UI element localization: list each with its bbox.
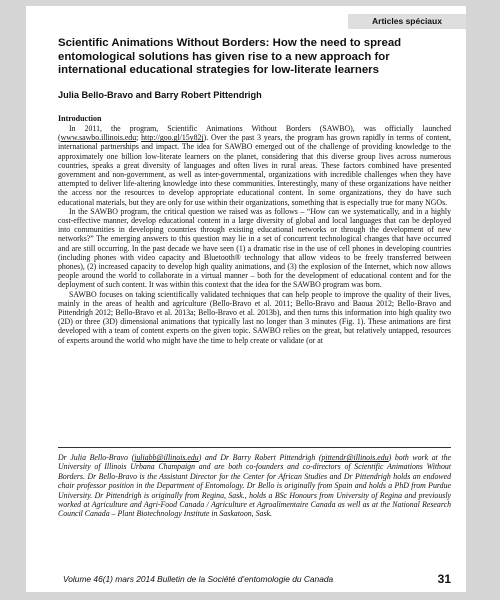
article-authors: Julia Bello-Bravo and Barry Robert Pittendrigh — [58, 90, 262, 100]
email-link-bello-bravo[interactable]: juliabb@illinois.edu — [134, 453, 199, 462]
email-link-pittendrigh[interactable]: pittendr@illinois.edu — [321, 453, 389, 462]
section-label: Articles spéciaux — [348, 14, 466, 29]
journal-citation: Volume 46(1) mars 2014 Bulletin de la Société d’entomologie du Canada — [63, 574, 334, 584]
paragraph-1 — [58, 124, 451, 207]
paragraph-2: In the SAWBO program, the critical question we raised was as follows – “How can we systematically, and in a highly cost-effective manner, develop educational content in a large diversity of global and local languages that can be deployed into communities in developing countries through existing educational networks or through the development of new networks?” The emerging answers to this question may lie in a set of concurrent technological changes that have occurred and are still occurring. In the past decade we have seen (1) a dramatic rise in the use of cell phones in developing countries (including phones with video capacity and Bluetooth® technology that allow videos to be freely transferred between phones), (2) increased capacity to develop high quality animations, and (3) the explosion of the Internet, which now allows people around the world to collaborate in a virtual manner – both for the development of educational content and for the deployment of such content. It was within this context that the idea for the SAWBO program was born. — [58, 206, 451, 290]
article-title: Scientific Animations Without Borders: How the need to spread entomological solutions has given rise to a new approach for international educational strategies for low-literate learners — [58, 37, 402, 77]
paragraph-1-start: In 2011, the program, Scientific Animations Without Borders (SAWBO), was officially launched ( — [58, 124, 451, 143]
page-footer — [58, 572, 451, 586]
author-footnote — [58, 453, 451, 519]
paragraph-1-rest: ). Over the past 3 years, the program has grown rapidly in terms of content, international partnerships and impact. The idea for SAWBO emerged out of the challenge of providing knowledge to the approximately one billion low-literate learners on the planet, considering that this diverse group lives across numerous countries, speaks a great diversity of languages and often lives in rural areas. These factors combined have presented government and non-government, as well as inter-governmental, organizations with incredible challenges when they have attempted to deliver life-altering knowledge into these communities. Interestingly, many of these organizations have neither the access nor the resources to develop appropriate educational content. In some organizations, they do have such educational materials, but they are only for use within their organizations, something that is especially true for many NGOs. — [58, 133, 452, 207]
sawbo-website-link[interactable]: www.sawbo.illinois.edu — [60, 133, 137, 143]
paragraph-1-separator: ; — [136, 133, 142, 143]
intro-heading: Introduction — [58, 114, 102, 123]
journal-page — [26, 6, 466, 592]
page-number: 31 — [437, 572, 451, 586]
paragraph-3: SAWBO focuses on taking scientifically validated techniques that can help people to improve the quality of their lives, mainly in the areas of health and agriculture (Bello-Bravo et al. 2011; Bello-Bravo and Baoua 2012; Bello-Bravo and Pittendrigh 2012; Bello-Bravo et al. 2013a; Bello-Bravo et al. 2013b), and then turns this information into high quality two (2D) or three (3D) dimensional animations that typically last no longer than 3 minutes (Fig. 1). These animations are first developed with a team of content experts on the given topic. SAWBO relies on the great, but relatively untapped, resources of experts around the world who might have the time to help create or validate (or at — [58, 289, 451, 345]
footnote-divider — [58, 447, 451, 448]
footnote-middle: ) and Dr Barry Robert Pittendrigh ( — [198, 453, 322, 462]
article-body — [58, 113, 451, 345]
footnote-rest: ) both work at the University of Illinois Urbana Champaign and are both co-founders and co-directors of Scientific Animations Without Borders. Dr Bello-Bravo is the Assistant Director for the Center for African Studies and Dr Pittendrigh holds an endowed chair professor position in the Department of Entomology. Dr Bello is originally from Spain and holds a PhD from Purdue University. Dr Pittendrigh is originally from Regina, Sask., holds a BSc Honours from University of Regina and previously worked at Agriculture and Agri-Food Canada / Agriculture et Agroalimentaire Canada as well as at the National Research Council Canada – Plant Biotechnology Institute in Saskatoon, Sask. — [58, 453, 451, 519]
footnote-start: Dr Julia Bello-Bravo ( — [58, 453, 135, 462]
short-url-link[interactable]: http://goo.gl/15y82j — [141, 133, 204, 143]
